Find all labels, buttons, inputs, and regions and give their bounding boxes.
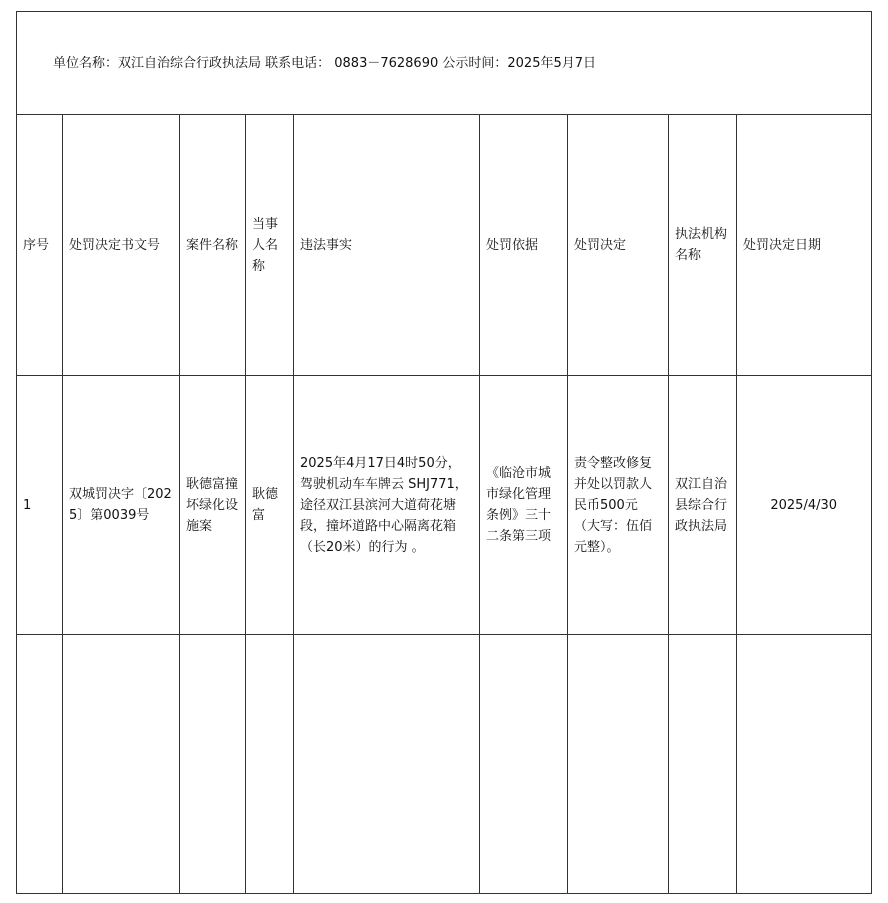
empty-cell	[180, 635, 246, 894]
empty-cell	[17, 635, 63, 894]
empty-cell	[737, 635, 872, 894]
col-seq: 序号	[17, 115, 63, 376]
unit-info-line: 单位名称：双江自治综合行政执法局 联系电话： 0883－7628690 公示时间：2025年5月7日	[17, 12, 872, 115]
empty-cell	[294, 635, 480, 894]
empty-cell	[568, 635, 669, 894]
header-row	[17, 12, 872, 115]
table-row	[17, 376, 872, 635]
col-basis: 处罚依据	[480, 115, 568, 376]
cell-date: 2025/4/30	[737, 376, 872, 635]
col-date: 处罚决定日期	[737, 115, 872, 376]
col-case-name: 案件名称	[180, 115, 246, 376]
cell-basis: 《临沧市城市绿化管理条例》三十二条第三项	[480, 376, 568, 635]
col-decision: 处罚决定	[568, 115, 669, 376]
penalty-table	[16, 11, 872, 894]
col-doc-no: 处罚决定书文号	[63, 115, 180, 376]
col-agency: 执法机构名称	[669, 115, 737, 376]
penalty-disclosure-sheet	[16, 11, 871, 896]
cell-party: 耿德富	[246, 376, 294, 635]
empty-table-row	[17, 635, 872, 894]
col-party: 当事人名称	[246, 115, 294, 376]
cell-agency: 双江自治县综合行政执法局	[669, 376, 737, 635]
empty-cell	[669, 635, 737, 894]
cell-doc-no: 双城罚决字〔2025〕第0039号	[63, 376, 180, 635]
cell-decision: 责令整改修复并处以罚款人民币500元（大写：伍佰元整）。	[568, 376, 669, 635]
cell-case-name: 耿德富撞坏绿化设施案	[180, 376, 246, 635]
empty-cell	[480, 635, 568, 894]
cell-facts: 2025年4月17日4时50分，驾驶机动车车牌云 SHJ771，途径双江县滨河大道荷花塘段，撞坏道路中心隔离花箱（长20米）的行为 。	[294, 376, 480, 635]
empty-cell	[63, 635, 180, 894]
cell-seq: 1	[17, 376, 63, 635]
column-header-row	[17, 115, 872, 376]
empty-cell	[246, 635, 294, 894]
col-facts: 违法事实	[294, 115, 480, 376]
